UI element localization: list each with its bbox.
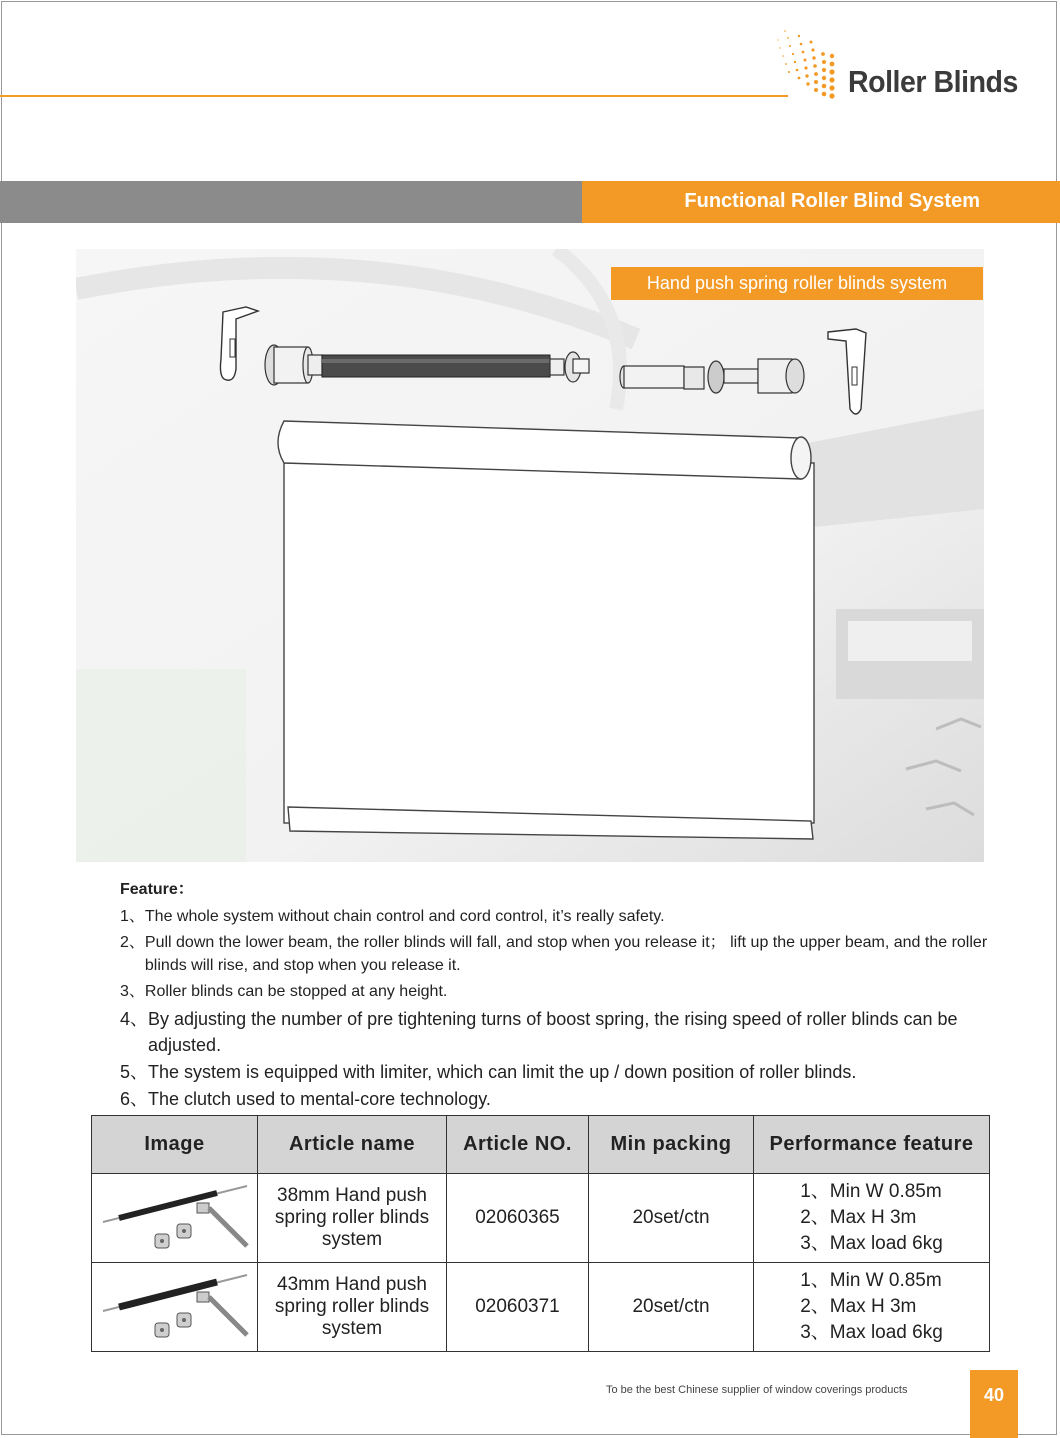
feature-item (120, 1006, 1000, 1058)
column-header-image: Image (92, 1116, 258, 1174)
min-packing-cell: 20set/ctn (589, 1263, 754, 1352)
performance-cell (754, 1174, 990, 1263)
feature-number: 2、 (120, 934, 145, 951)
article-name-cell: 43mm Hand push spring roller blinds system (258, 1263, 447, 1352)
feature-number: 3、 (120, 983, 145, 1000)
performance-cell (754, 1263, 990, 1352)
section-band-left (0, 181, 582, 223)
brand-name: Roller Blinds (848, 64, 1018, 99)
performance-line: 1、Min W 0.85m (800, 1181, 942, 1202)
feature-item (120, 931, 1000, 977)
feature-text: By adjusting the number of pre tightening turns of boost spring, the rising speed of roller blinds can be adjusted. (148, 1009, 958, 1055)
feature-item (120, 980, 1000, 1003)
feature-number: 4、 (120, 1009, 149, 1029)
performance-line: 3、Max load 6kg (800, 1233, 943, 1254)
product-image-cell (92, 1174, 258, 1263)
product-image-cell (92, 1263, 258, 1352)
feature-number: 6、 (120, 1089, 149, 1109)
performance-line: 3、Max load 6kg (800, 1322, 943, 1343)
feature-text: Pull down the lower beam, the roller blinds will fall, and stop when you release it； lift up the upper beam, and the roller blinds will rise, and stop when you release it. (144, 934, 988, 974)
system-label: Hand push spring roller blinds system (611, 267, 983, 300)
feature-text: The whole system without chain control and cord control, it’s really safety. (144, 908, 665, 925)
brand-logo (774, 26, 1024, 106)
table-row (92, 1263, 990, 1352)
feature-title: Feature： (120, 881, 194, 898)
min-packing-cell: 20set/ctn (589, 1174, 754, 1263)
footer-tagline: To be the best Chinese supplier of window coverings products (606, 1384, 908, 1396)
table-row (92, 1174, 990, 1263)
blind-fabric (278, 421, 814, 839)
product-spec-table (91, 1115, 990, 1352)
feature-text: The system is equipped with limiter, which can limit the up / down position of roller blinds. (148, 1062, 857, 1082)
feature-item (120, 905, 1000, 928)
spring-roller-kit-icon (97, 1267, 253, 1347)
feature-number: 5、 (120, 1062, 149, 1082)
spring-icon (322, 355, 550, 377)
feature-text: The clutch used to mental-core technology. (148, 1089, 491, 1109)
sunburst-dots-icon (774, 26, 848, 106)
column-header-article-name: Article name (258, 1116, 447, 1174)
top-rule (0, 95, 788, 97)
table-header-row (92, 1116, 990, 1174)
roller-blind-diagram (76, 249, 984, 862)
feature-list (120, 876, 1000, 1113)
article-no-cell: 02060371 (447, 1263, 589, 1352)
page-number: 40 (970, 1370, 1018, 1438)
performance-line: 2、Max H 3m (800, 1296, 917, 1317)
column-header-performance: Performance feature (754, 1116, 990, 1174)
performance-line: 2、Max H 3m (800, 1207, 917, 1228)
feature-number: 1、 (120, 908, 145, 925)
performance-line: 1、Min W 0.85m (800, 1270, 942, 1291)
section-band (582, 181, 1060, 223)
feature-item (120, 1086, 1000, 1112)
feature-text: Roller blinds can be stopped at any height. (144, 983, 448, 1000)
column-header-article-no: Article NO. (447, 1116, 589, 1174)
section-title: Functional Roller Blind System (684, 190, 980, 212)
article-no-cell: 02060365 (447, 1174, 589, 1263)
feature-item (120, 1059, 1000, 1085)
article-name-cell: 38mm Hand push spring roller blinds system (258, 1174, 447, 1263)
column-header-min-packing: Min packing (589, 1116, 754, 1174)
product-illustration (76, 249, 984, 862)
spring-roller-kit-icon (97, 1178, 253, 1258)
